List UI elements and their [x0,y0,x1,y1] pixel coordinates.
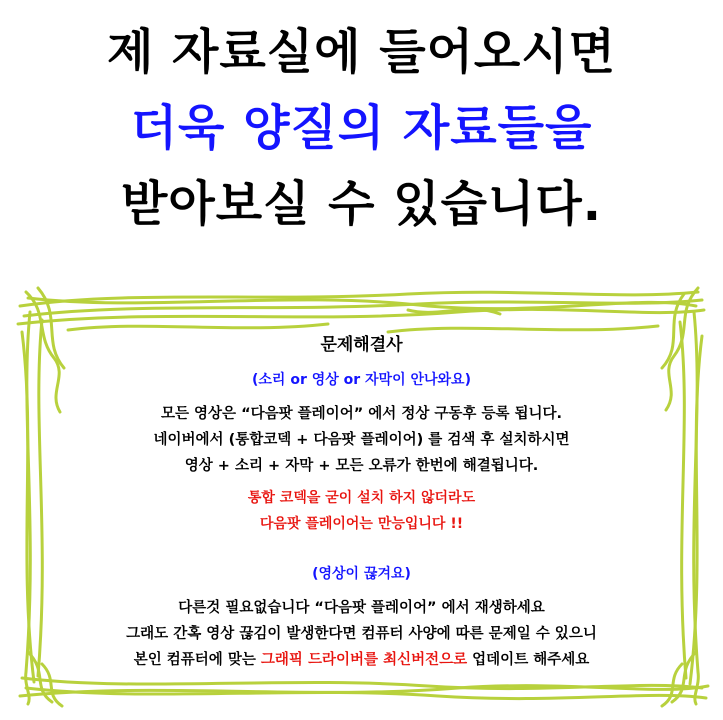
section1-line-1: 모든 영상은 “다음팟 플레이어” 에서 정상 구동후 등록 됩니다. [160,406,563,422]
section2-line-1: 다른것 필요없습니다 “다음팟 플레이어” 에서 재생하세요 [178,600,545,616]
section1-line-2: 네이버에서 (통합코덱 + 다음팟 플레이어) 를 검색 후 설치하시면 [153,432,570,448]
section1-red-line-1: 통합 코덱을 굳이 설치 하지 않더라도 [247,490,476,506]
section2-mixed-part2: 그래픽 드라이버를 최신버전으로 [260,652,468,668]
section2-mixed-line [40,647,683,673]
headline-line-3: 받아보실 수 있습니다. [121,176,602,232]
headline-line-1: 제 자료실에 들어오시면 [106,24,617,80]
section1-line-3: 영상 + 소리 + 자막 + 모든 오류가 한번에 해결됩니다. [184,458,539,474]
frame-content [40,330,683,673]
section2-mixed-part3: 업데이트 해주세요 [467,652,590,668]
section2-question: (영상이 끊겨요) [312,566,411,582]
section1-red-line-2: 다음팟 플레이어는 만능입니다 !! [259,516,464,532]
section2-line-2: 그래도 간혹 영상 끊김이 발생한다면 컴퓨터 사양에 따른 문제일 수 있으니 [126,626,597,642]
headline [0,14,723,242]
section2-mixed-part1: 본인 컴퓨터에 맞는 [133,652,261,668]
headline-line-2: 더욱 양질의 자료들을 [130,100,593,156]
section1-question: (소리 or 영상 or 자막이 안나와요) [252,372,471,388]
content-title: 문제해결사 [320,335,403,355]
spacer-2 [40,537,683,563]
